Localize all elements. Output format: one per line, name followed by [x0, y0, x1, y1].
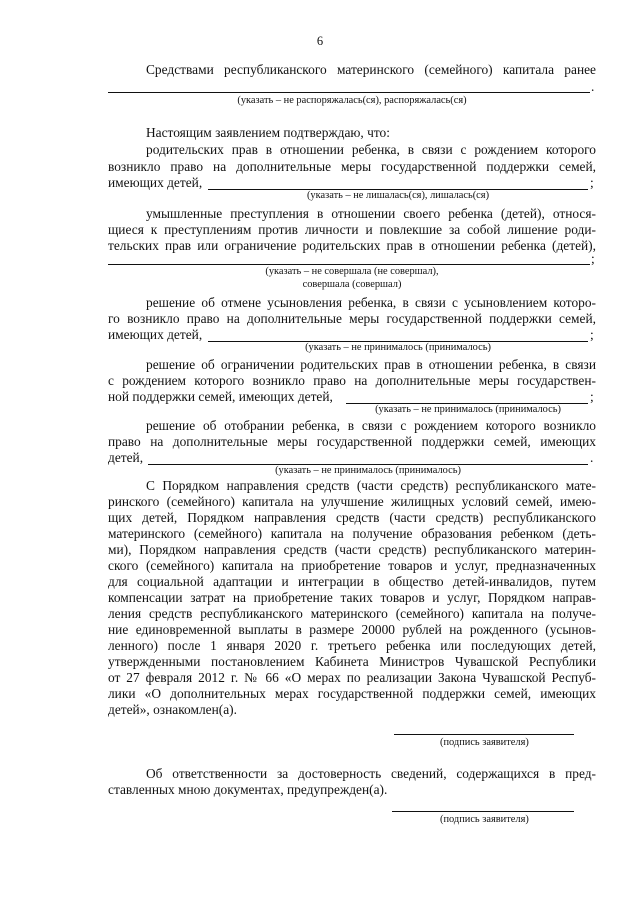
rights-hint: (указать – не лишалась(ся), лишалась(ся) — [306, 190, 490, 201]
removal-line-2: право на дополнительные меры государственной поддержки семей, имеющих — [108, 434, 596, 449]
rights-end-mark: ; — [590, 175, 594, 190]
signature-line-1 — [394, 734, 574, 735]
procedure-line-15: детей», ознакомлен(а). — [108, 702, 237, 717]
spent-capital-line: Средствами республиканского материнского (семейного) капитала ранее — [146, 62, 596, 77]
procedure-line-9: ления средств республиканского материнского (семейного) капитала на получе- — [108, 606, 596, 621]
confirm-intro: Настоящим заявлением подтверждаю, что: — [146, 125, 390, 140]
procedure-line-4: материнского (семейного) капитала на получение образования ребенком (деть- — [108, 526, 596, 541]
rights-line-3: имеющих детей, — [108, 175, 203, 190]
removal-end-mark: . — [590, 450, 594, 465]
crimes-line-3: тельских прав или ограничение родительских прав в отношении ребенка (детей), — [108, 238, 596, 253]
crimes-line-1: умышленные преступления в отношении своего ребенка (детей), относя- — [146, 206, 596, 221]
restriction-line-2: с рождением которого возникло право на дополнительные меры государствен- — [108, 373, 596, 388]
restriction-line-1: решение об ограничении родительских прав в отношении ребенка, в связи — [146, 357, 596, 372]
page-number: 6 — [316, 34, 324, 48]
procedure-line-1: С Порядком направления средств (части средств) республиканского мате- — [146, 478, 596, 493]
procedure-line-6: ского (семейного) капитала на приобретение товаров и услуг, предназначенных — [108, 558, 596, 573]
removal-hint: (указать – не принималось (принималось) — [275, 465, 461, 476]
adoption-line-2: го возникло право на дополнительные меры государственной поддержки семей, — [108, 311, 596, 326]
spent-capital-hint: (указать – не распоряжалась(ся), распоряжалась(ся) — [237, 95, 467, 106]
responsibility-line-1: Об ответственности за достоверность сведений, содержащихся в пред- — [146, 766, 596, 781]
crimes-line-2: щиеся к преступлениям против личности и повлекшие за собой лишение роди- — [108, 222, 596, 237]
adoption-line-1: решение об отмене усыновления ребенка, в связи с усыновлением которо- — [146, 295, 596, 310]
signature-hint-2: (подпись заявителя) — [440, 814, 529, 825]
restriction-line-3: ной поддержки семей, имеющих детей, — [108, 389, 333, 404]
crimes-hint-2: совершала (совершал) — [302, 279, 402, 290]
signature-line-2 — [392, 811, 574, 812]
procedure-line-11: ленного) после 1 января 2020 г. третьего ребенка или последующих детей, — [108, 638, 596, 653]
signature-hint-1: (подпись заявителя) — [440, 737, 529, 748]
procedure-line-10: ние единовременной выплаты в размере 20000 рублей на рожденного (усынов- — [108, 622, 596, 637]
spent-capital-end-mark: . — [591, 79, 595, 94]
adoption-hint: (указать – не принималось (принималось) — [305, 342, 491, 353]
procedure-line-12: утвержденными постановлением Кабинета Министров Чувашской Республики — [108, 654, 596, 669]
rights-line-2: возникло право на дополнительные меры государственной поддержки семей, — [108, 159, 596, 174]
removal-line-3: детей, — [108, 450, 144, 465]
rights-line-1: родительских прав в отношении ребенка, в связи с рождением которого — [146, 142, 596, 157]
adoption-end-mark: ; — [590, 327, 594, 342]
procedure-line-2: ринского (семейного) капитала на улучшение жилищных условий семей, имею- — [108, 494, 596, 509]
procedure-line-8: компенсации затрат на приобретение таких товаров и услуг, Порядком направ- — [108, 590, 596, 605]
procedure-line-13: от 27 февраля 2012 г. № 66 «О мерах по реализации Закона Чувашской Респуб- — [108, 670, 596, 685]
procedure-line-7: для социальной адаптации и интеграции в общество детей-инвалидов, путем — [108, 574, 596, 589]
procedure-line-3: щих детей, Порядком направления средств (части средств) республиканского — [108, 510, 596, 525]
spent-capital-blank — [108, 92, 590, 93]
procedure-line-14: лики «О дополнительных мерах государственной поддержки семей, имеющих — [108, 686, 596, 701]
restriction-end-mark: ; — [590, 389, 594, 404]
restriction-hint: (указать – не принималось (принималось) — [375, 404, 561, 415]
responsibility-line-2: ставленных мною документах, предупрежден(а). — [108, 782, 388, 797]
procedure-line-5: ми), Порядком направления средств (части средств) республиканского материн- — [108, 542, 596, 557]
removal-line-1: решение об отобрании ребенка, в связи с рождением которого возникло — [146, 418, 596, 433]
crimes-end-mark: ; — [591, 251, 595, 266]
adoption-line-3: имеющих детей, — [108, 327, 203, 342]
crimes-hint-1: (указать – не совершала (не совершал), — [265, 266, 439, 277]
crimes-blank — [108, 264, 590, 265]
